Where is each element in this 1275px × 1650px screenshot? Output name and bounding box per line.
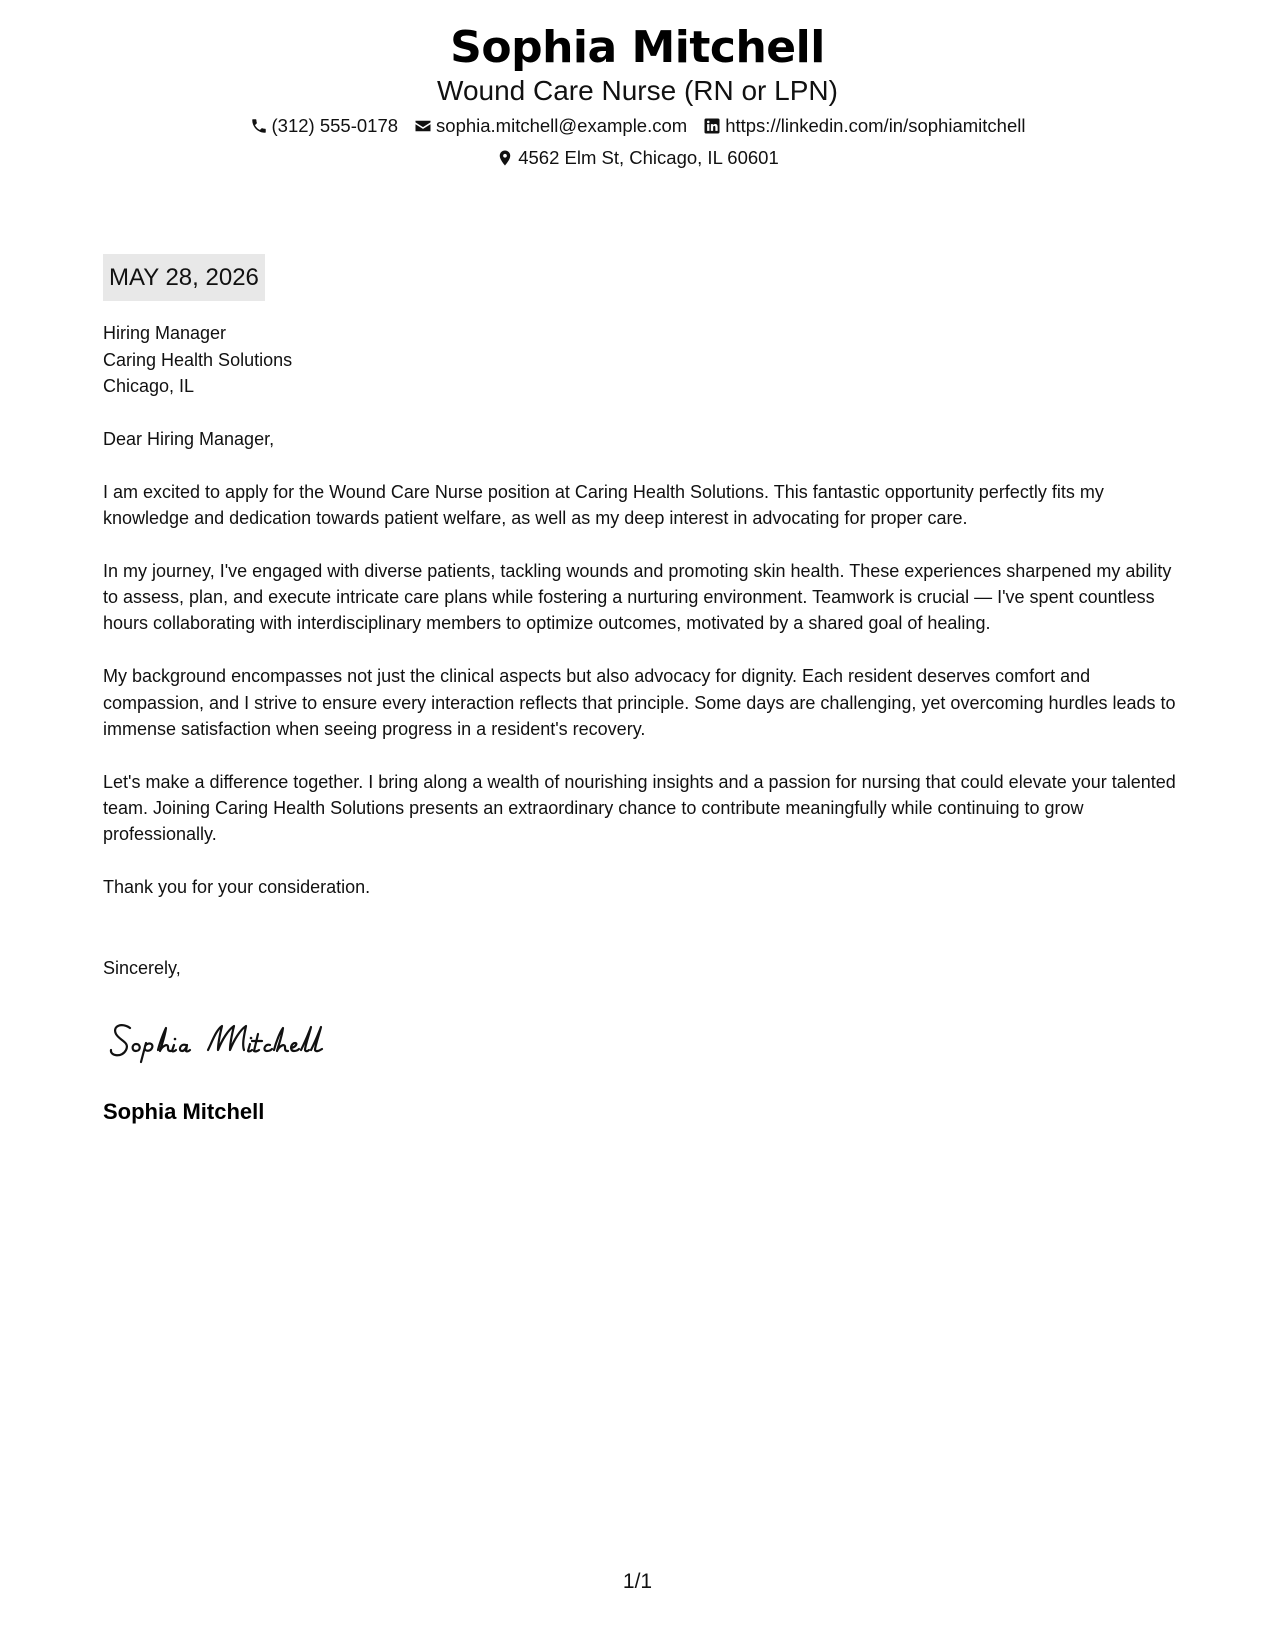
linkedin-url[interactable]: https://linkedin.com/in/sophiamitchell bbox=[725, 115, 1026, 136]
contact-linkedin[interactable] bbox=[703, 110, 1025, 142]
contact-row bbox=[0, 110, 1275, 142]
applicant-job-title: Wound Care Nurse (RN or LPN) bbox=[437, 75, 838, 106]
address-row bbox=[0, 142, 1275, 174]
page-number: 1/1 bbox=[622, 1570, 653, 1593]
body-paragraph-3: My background encompasses not just the clinical aspects but also advocacy for dignity. Each resident deserves comfort and compassion, and I strive to ensure every interaction reflects that principle. Some days are challenging, yet overcoming hurdles leads to immense satisfaction when seeing progress in a resident's recovery. bbox=[103, 666, 1176, 739]
email-address[interactable]: sophia.mitchell@example.com bbox=[436, 115, 688, 136]
handwritten-signature bbox=[108, 1010, 368, 1070]
linkedin-icon bbox=[703, 117, 721, 135]
letter-body bbox=[103, 426, 1178, 927]
recipient-block bbox=[103, 320, 292, 400]
map-pin-icon bbox=[496, 149, 514, 167]
thank-you-line: Thank you for your consideration. bbox=[103, 877, 371, 898]
signer-name: Sophia Mitchell bbox=[103, 1099, 265, 1124]
signature-dot-1 bbox=[174, 1038, 177, 1041]
letter-header bbox=[0, 22, 1275, 174]
closing-salutation: Sincerely, bbox=[103, 958, 181, 978]
phone-icon bbox=[250, 117, 268, 135]
recipient-company: Caring Health Solutions bbox=[103, 349, 293, 370]
address-text: 4562 Elm St, Chicago, IL 60601 bbox=[518, 147, 779, 168]
envelope-icon bbox=[414, 117, 432, 135]
body-paragraph-4: Let's make a difference together. I bring along a wealth of nourishing insights and a passion for nursing that could elevate your talented team. Joining Caring Health Solutions presents an extraordinary chance to contribute meaningfully while continuing to grow professionally. bbox=[103, 771, 1176, 845]
body-paragraph-1: I am excited to apply for the Wound Care Nurse position at Caring Health Solutions. This fantastic opportunity perfectly fits my knowledge and dedication towards patient welfare, as well as my deep interest in advocating for proper care. bbox=[103, 481, 1104, 529]
letter-date: MAY 28, 2026 bbox=[103, 254, 265, 301]
phone-number: (312) 555-0178 bbox=[271, 115, 399, 136]
signature-dot-2 bbox=[250, 1037, 253, 1040]
recipient-title: Hiring Manager bbox=[103, 323, 227, 343]
body-paragraph-2: In my journey, I've engaged with diverse patients, tackling wounds and promoting skin health. These experiences sharpened my ability to assess, plan, and execute intricate care plans while fostering a nurturing environment. Teamwork is crucial — I've spent countless hours collaborating with interdisciplinary members to optimize outcomes, motivated by a shared goal of healing. bbox=[103, 560, 1172, 634]
applicant-name: Sophia Mitchell bbox=[450, 22, 825, 73]
contact-phone bbox=[250, 110, 399, 142]
contact-address bbox=[496, 142, 779, 174]
recipient-location: Chicago, IL bbox=[103, 376, 195, 396]
contact-email[interactable] bbox=[414, 110, 687, 142]
signature-image bbox=[108, 1010, 368, 1070]
greeting: Dear Hiring Manager, bbox=[103, 429, 275, 449]
